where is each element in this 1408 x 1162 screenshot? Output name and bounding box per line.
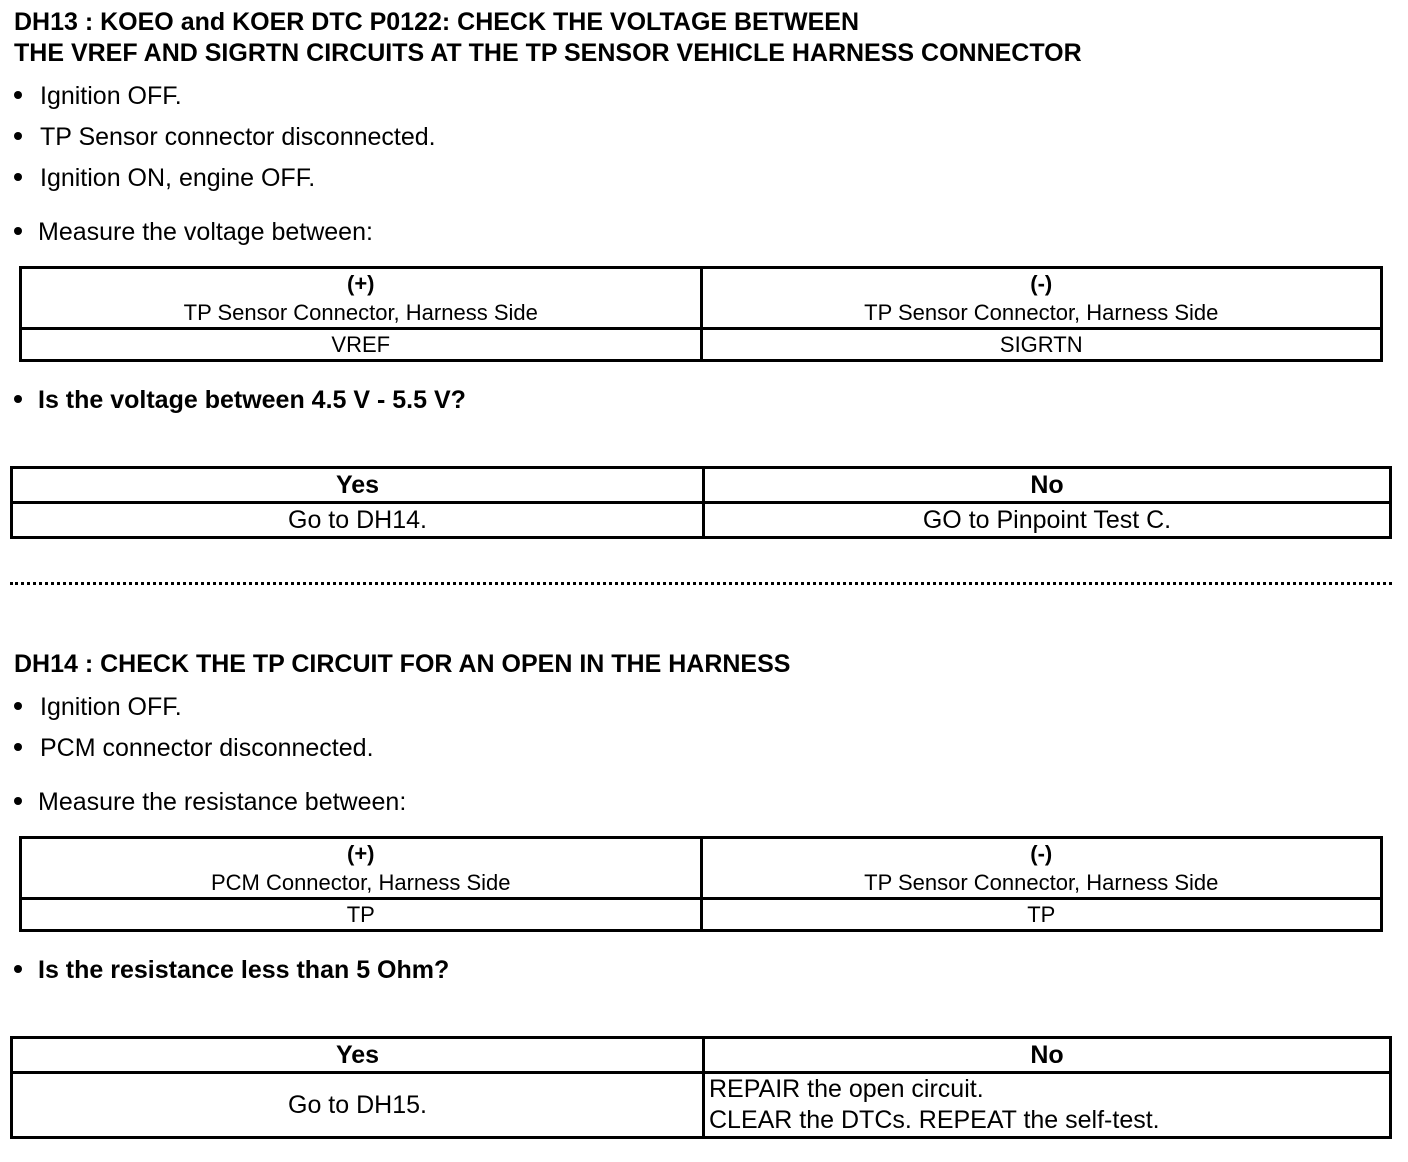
dh14-positive-value: TP xyxy=(21,899,702,931)
bullet-icon xyxy=(14,227,22,235)
dh14-title: DH14 : CHECK THE TP CIRCUIT FOR AN OPEN IN THE HARNESS xyxy=(14,650,791,678)
dh13-title xyxy=(14,7,1082,69)
dh14-negative-value: TP xyxy=(701,899,1382,931)
bullet-icon xyxy=(14,702,22,710)
dh13-question: Is the voltage between 4.5 V - 5.5 V? xyxy=(14,385,466,415)
dh13-negative-header: (-) TP Sensor Connector, Harness Side xyxy=(701,268,1382,329)
dh14-negative-header: (-) TP Sensor Connector, Harness Side xyxy=(701,838,1382,899)
dh13-title-line1: DH13 : KOEO and KOER DTC P0122: CHECK THE VOLTAGE BETWEEN xyxy=(14,8,860,36)
dh14-result-table xyxy=(10,1036,1392,1139)
dh13-step-1: Ignition OFF. xyxy=(14,81,182,111)
dh13-no-header: No xyxy=(704,468,1391,503)
section-divider xyxy=(10,582,1392,585)
dh14-no-header: No xyxy=(704,1038,1391,1073)
bullet-icon xyxy=(14,743,22,751)
dh14-step-1: Ignition OFF. xyxy=(14,692,182,722)
dh13-measure: Measure the voltage between: xyxy=(14,217,373,247)
dh14-positive-header: (+) PCM Connector, Harness Side xyxy=(21,838,702,899)
dh13-step-2: TP Sensor connector disconnected. xyxy=(14,122,436,152)
bullet-icon xyxy=(14,395,22,403)
bullet-icon xyxy=(14,965,22,973)
dh14-measure: Measure the resistance between: xyxy=(14,787,406,817)
dh14-measure-table xyxy=(19,836,1383,932)
bullet-icon xyxy=(14,91,22,99)
dh13-no-action: GO to Pinpoint Test C. xyxy=(704,503,1391,538)
dh13-negative-value: SIGRTN xyxy=(701,329,1382,361)
dh13-result-table xyxy=(10,466,1392,539)
dh13-step-3: Ignition ON, engine OFF. xyxy=(14,163,315,193)
dh14-step-2: PCM connector disconnected. xyxy=(14,733,374,763)
dh13-positive-value: VREF xyxy=(21,329,702,361)
dh14-yes-action: Go to DH15. xyxy=(12,1073,704,1138)
dh13-measure-table xyxy=(19,266,1383,362)
bullet-icon xyxy=(14,132,22,140)
dh14-no-action: REPAIR the open circuit. CLEAR the DTCs. REPEAT the self-test. xyxy=(704,1073,1391,1138)
dh13-positive-header: (+) TP Sensor Connector, Harness Side xyxy=(21,268,702,329)
bullet-icon xyxy=(14,173,22,181)
dh13-yes-action: Go to DH14. xyxy=(12,503,704,538)
dh13-title-line2: THE VREF AND SIGRTN CIRCUITS AT THE TP SENSOR VEHICLE HARNESS CONNECTOR xyxy=(14,39,1082,67)
dh14-question: Is the resistance less than 5 Ohm? xyxy=(14,955,449,985)
dh13-yes-header: Yes xyxy=(12,468,704,503)
dh14-yes-header: Yes xyxy=(12,1038,704,1073)
bullet-icon xyxy=(14,797,22,805)
